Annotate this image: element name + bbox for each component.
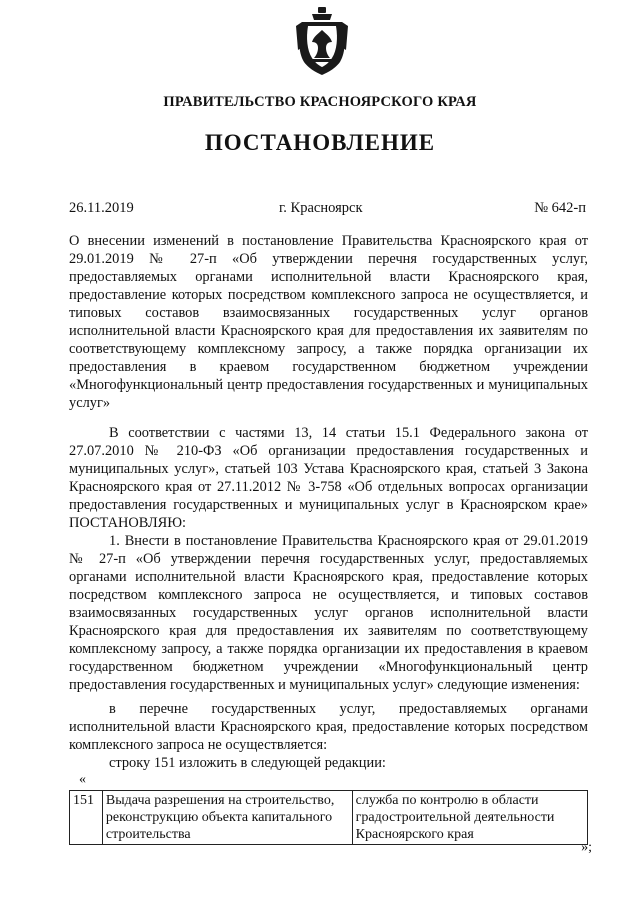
service-name-cell: Выдача разрешения на строительство, реконструкцию объекта капитального строительства	[102, 791, 352, 845]
row-replacement-paragraph: строку 151 изложить в следующей редакции:	[109, 755, 386, 771]
coat-of-arms-emblem	[294, 6, 350, 76]
clause-1-paragraph: 1. Внести в постановление Правительства Красноярского края от 29.01.2019 № 27-п «Об утверждении перечня государственных услуг, предоставляемых органами исполнительной власти Красноярского края, предоставление которых посредством комплексного запроса не осуществляется, и типовых составов взаимосвязанных государственных услуг органов исполнительной власти Красноярского края для предоставления их заявителям по соответствующему комплексному запросу, а также порядка организации их предоставления в краевом государственном бюджетном учреждении «Многофункциональный центр предоставления государственных и муниципальных услуг» следующие изменения:	[69, 533, 588, 693]
authority-cell: служба по контролю в области градостроительной деятельности Красноярского края	[352, 791, 587, 845]
document-city: г. Красноярск	[279, 200, 363, 216]
closing-quote: »;	[581, 840, 592, 855]
amendment-table	[69, 790, 588, 845]
document-date: 26.11.2019	[69, 200, 134, 216]
table-row	[70, 791, 588, 845]
document-title: О внесении изменений в постановление Правительства Красноярского края от 29.01.2019 № 27-п «Об утверждении перечня государственных услуг, предоставляемых органами исполнительной власти Красноярского края, предоставление которых посредством комплексного запроса не осуществляется, и типовых составов взаимосвязанных государственных услуг органов исполнительной власти Красноярского края для предоставления их заявителям по соответствующему комплексному запросу, а также порядка организации их предоставления в краевом государственном бюджетном учреждении «Многофункциональный центр предоставления государственных и муниципальных услуг»	[69, 233, 588, 411]
document-number: № 642-п	[534, 200, 586, 216]
preamble-paragraph: В соответствии с частями 13, 14 статьи 15.1 Федерального закона от 27.07.2010 № 210-ФЗ «Об организации предоставления государственных и муниципальных услуг», статьей 103 Устава Красноярского края, статьей 3 Закона Красноярского края от 27.11.2012 № 3-758 «Об отдельных вопросах организации предоставления государственных и муниципальных услуг в Красноярском крае» ПОСТАНОВЛЯЮ:	[69, 425, 588, 531]
opening-quote: «	[79, 772, 86, 787]
organization-heading: ПРАВИТЕЛЬСТВО КРАСНОЯРСКОГО КРАЯ	[163, 94, 477, 110]
clause-list-paragraph: в перечне государственных услуг, предоставляемых органами исполнительной власти Красноярского края, предоставление которых посредством комплексного запроса не осуществляется:	[69, 701, 588, 753]
document-type-heading: ПОСТАНОВЛЕНИЕ	[204, 130, 436, 155]
row-number-cell: 151	[70, 791, 103, 845]
